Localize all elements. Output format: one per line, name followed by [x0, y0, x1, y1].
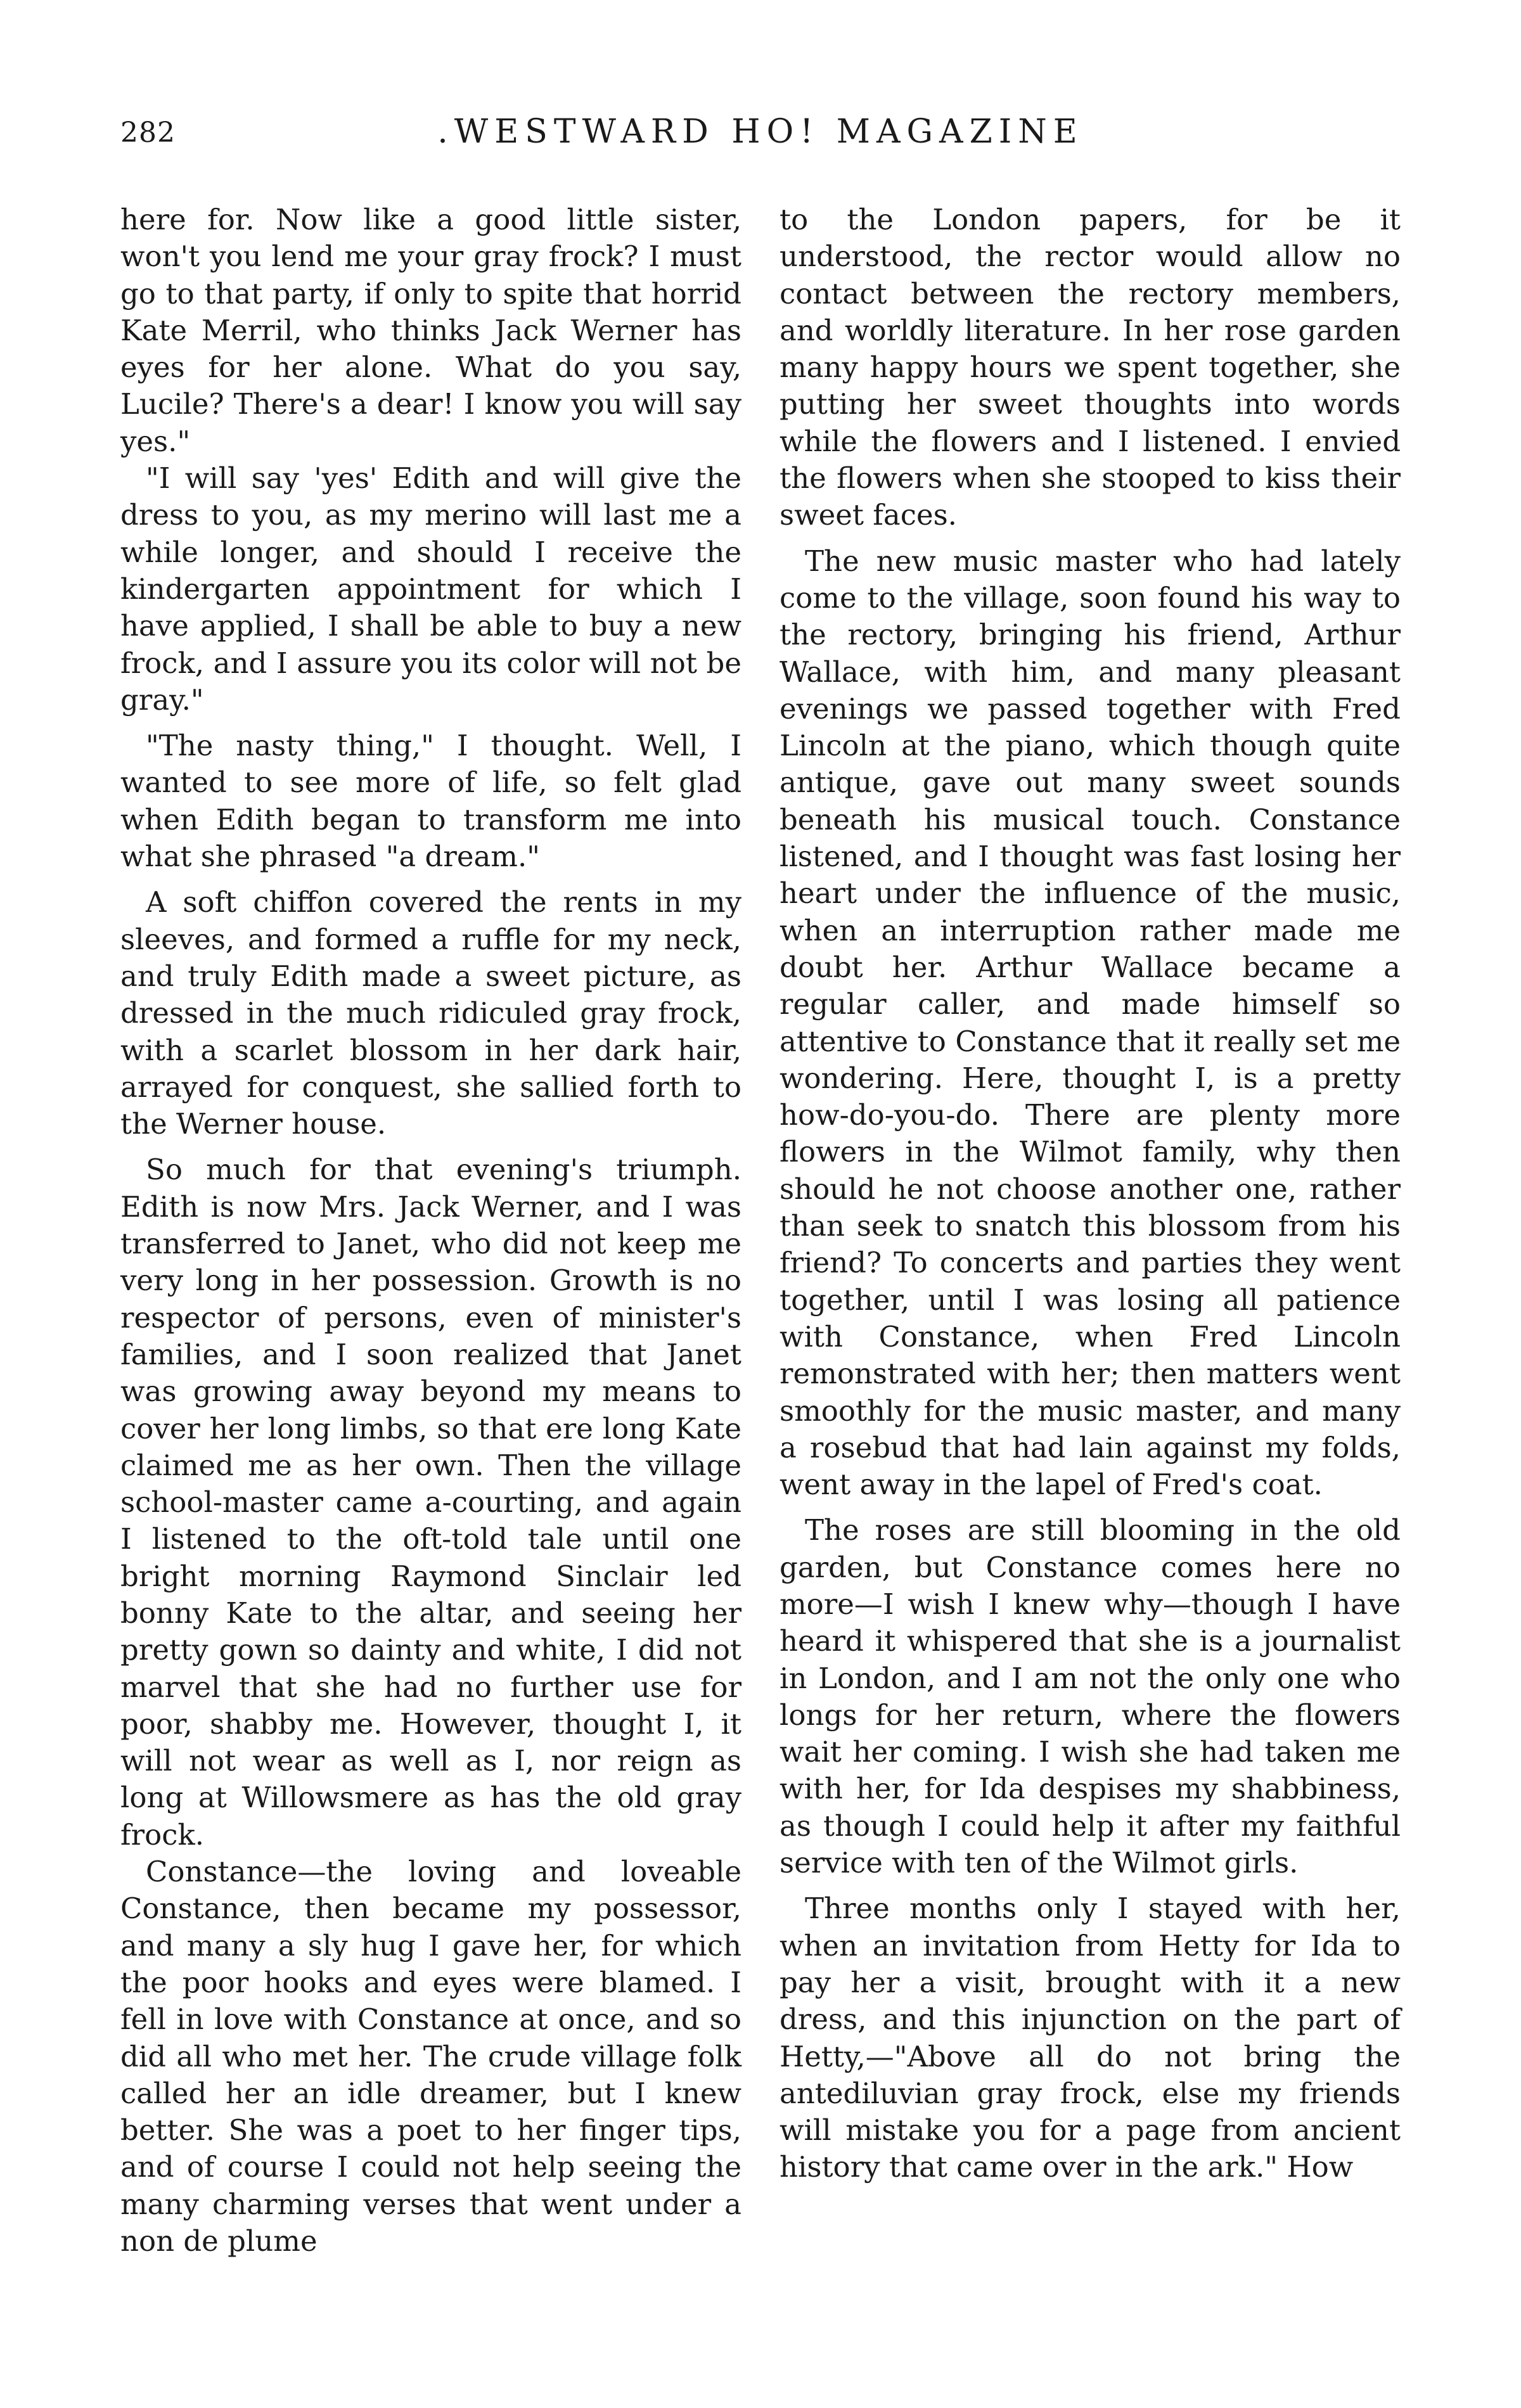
paragraph: "The nasty thing," I thought. Well, I wanted to see more of life, so felt glad when Edith began to transform me into what she phrased "a dream.": [120, 729, 741, 874]
page-header: [120, 113, 1401, 163]
paragraph: "I will say 'yes' Edith and will give the dress to you, as my merino will last me a while longer, and should I receive the kindergarten appointment for which I have applied, I shall be able to buy a new frock, and I assure you its color will not be gray.": [120, 461, 741, 717]
paragraph: The roses are still blooming in the old garden, but Constance comes here no more—I wish I knew why—though I have heard it whispered that she is a journalist in London, and I am not the only one who longs for her return, where the flowers wait her coming. I wish she had taken me with her, for Ida despises my shabbiness, as though I could help it after my faithful service with ten of the Wilmot girls.: [780, 1513, 1401, 1880]
page-number: 282: [120, 117, 176, 149]
right-column: [780, 202, 1401, 2186]
paragraph: A soft chiffon covered the rents in my sleeves, and formed a ruffle for my neck, and truly Edith made a sweet picture, as dressed in the much ridiculed gray frock, with a scarlet blossom in her dark hair, arrayed for conquest, she sallied forth to the Werner house.: [120, 885, 741, 1141]
paragraph: here for. Now like a good little sister, won't you lend me your gray frock? I must go to that party, if only to spite that horrid Kate Merril, who thinks Jack Werner has eyes for her alone. What do you say, Lucile? There's a dear! I know you will say yes.": [120, 203, 741, 458]
running-title: .WESTWARD HO! MAGAZINE: [437, 113, 1084, 151]
left-column: [120, 202, 741, 2260]
paragraph: So much for that evening's triumph. Edith is now Mrs. Jack Werner, and I was transferred to Janet, who did not keep me very long in her possession. Growth is no respector of persons, even of minister's families, and I soon realized that Janet was growing away beyond my means to cover her long limbs, so that ere long Kate claimed me as her own. Then the village school-master came a-courting, and again I listened to the oft-told tale until one bright morning Raymond Sinclair led bonny Kate to the altar, and seeing her pretty gown so dainty and white, I did not marvel that she had no further use for poor, shabby me. However, thought I, it will not wear as well as I, nor reign as long at Willowsmere as has the old gray frock.: [120, 1153, 741, 1852]
paragraph: to the London papers, for be it understood, the rector would allow no contact between the rectory members, and worldly literature. In her rose garden many happy hours we spent together, she putting her sweet thoughts into words while the flowers and I listened. I envied the flowers when she stooped to kiss their sweet faces.: [780, 203, 1401, 532]
paragraph: The new music master who had lately come to the village, soon found his way to the rectory, bringing his friend, Arthur Wallace, with him, and many pleasant evenings we passed together with Fred Lincoln at the piano, which though quite antique, gave out many sweet sounds beneath his musical touch. Constance listened, and I thought was fast losing her heart under the influence of the music, when an interruption rather made me doubt her. Arthur Wallace became a regular caller, and made himself so attentive to Constance that it really set me wondering. Here, thought I, is a pretty how-do-you-do. There are plenty more flowers in the Wilmot family, why then should he not choose another one, rather than seek to snatch this blossom from his friend? To concerts and parties they went together, until I was losing all patience with Constance, when Fred Lincoln remonstrated with her; then matters went smoothly for the music master, and many a rosebud that had lain against my folds, went away in the lapel of Fred's coat.: [780, 544, 1401, 1502]
paragraph: Constance—the loving and loveable Constance, then became my possessor, and many a sly hug I gave her, for which the poor hooks and eyes were blamed. I fell in love with Constance at once, and so did all who met her. The crude village folk called her an idle dreamer, but I knew better. She was a poet to her finger tips, and of course I could not help seeing the many charming verses that went under a non de plume: [120, 1855, 741, 2258]
paragraph: Three months only I stayed with her, when an invitation from Hetty for Ida to pay her a visit, brought with it a new dress, and this injunction on the part of Hetty,—"Above all do not bring the antediluvian gray frock, else my friends will mistake you for a page from ancient history that came over in the ark." How: [780, 1892, 1401, 2184]
